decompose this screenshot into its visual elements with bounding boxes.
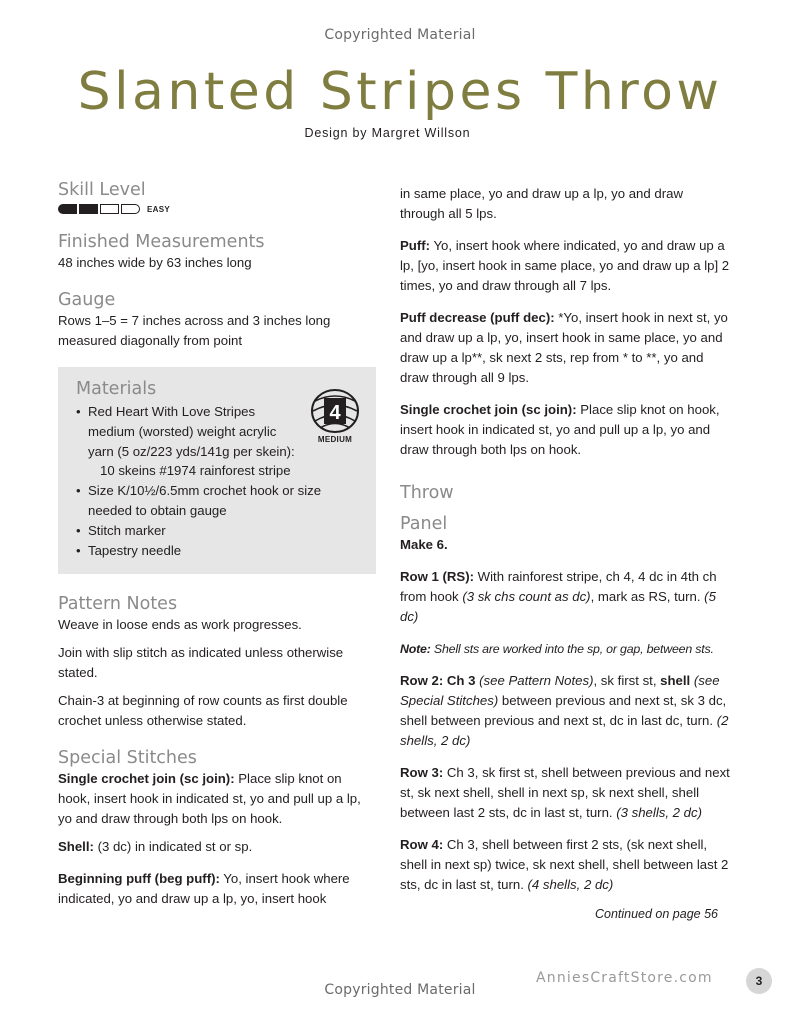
copyright-notice-bottom: Copyrighted Material [324, 982, 476, 998]
footer-website: AnniesCraftStore.com [536, 970, 713, 986]
right-column [400, 184, 730, 921]
skill-segment [58, 204, 77, 214]
pattern-note: Join with slip stitch as indicated unless otherwise stated. [58, 645, 344, 681]
puff-definition: Puff: Yo, insert hook where indicated, yo and draw up a lp, [yo, insert hook in same place, yo and draw up a lp] 2 times, yo and draw through all 7 lps. [400, 238, 730, 293]
make-count: Make 6. [400, 537, 448, 552]
gauge-text: Rows 1–5 = 7 inches across and 3 inches long measured diagonally from point [58, 313, 331, 348]
throw-heading: Throw [400, 483, 454, 503]
list-item: • Stitch marker [76, 521, 360, 541]
skill-level-icon [58, 203, 376, 215]
copyright-notice-top: Copyrighted Material [324, 27, 476, 43]
skill-level-label: EASY [147, 204, 170, 214]
beg-puff-continued: in same place, yo and draw up a lp, yo and draw through all 5 lps. [400, 186, 683, 221]
left-column [58, 180, 376, 909]
shell-note: Note: Shell sts are worked into the sp, or gap, between sts. [400, 642, 714, 656]
list-item [76, 402, 360, 481]
sc-join-definition: Single crochet join (sc join): Place slip knot on hook, insert hook in indicated st, yo and pull up a lp, yo and draw through both lps on hook. [58, 771, 361, 827]
pattern-note: Chain-3 at beginning of row counts as first double crochet unless otherwise stated. [58, 693, 348, 729]
material-line: medium (worsted) weight acrylic [88, 423, 277, 439]
finished-measurements-text: 48 inches wide by 63 inches long [58, 255, 252, 270]
materials-box [58, 367, 376, 574]
material-line: yarn (5 oz/223 yds/141g per skein): [88, 443, 295, 459]
finished-measurements-heading: Finished Measurements [58, 232, 265, 252]
row-4-instructions: Row 4: Ch 3, shell between first 2 sts, (sk next shell, shell in next sp) twice, sk next shell, shell between last 2 sts, dc in last st, turn. (4 shells, 2 dc) [400, 837, 729, 892]
beg-puff-definition: Beginning puff (beg puff): Yo, insert hook where indicated, yo and draw up a lp, yo, insert hook [58, 871, 350, 907]
continued-note: Continued on page 56 [594, 907, 718, 921]
puff-dec-definition: Puff decrease (puff dec): *Yo, insert hook in next st, yo and draw up a lp, yo, insert hook in same place, yo and draw up a lp**, sk next 2 sts, rep from * to **, yo and draw through all 9 lps. [400, 310, 728, 385]
shell-definition: Shell: (3 dc) in indicated st or sp. [58, 839, 253, 855]
row-1-instructions: Row 1 (RS): With rainforest stripe, ch 4, 4 dc in 4th ch from hook (3 sk chs count as dc), mark as RS, turn. (5 dc) [400, 569, 717, 624]
skill-segment [100, 204, 119, 214]
skill-segment [79, 204, 98, 214]
page-title: Slanted Stripes Throw [77, 62, 723, 122]
pattern-notes-heading: Pattern Notes [58, 594, 178, 615]
row-3-instructions: Row 3: Ch 3, sk first st, shell between previous and next st, sk next shell, shell in next sp, sk next shell, shell between last 2 sts, dc in last st, turn. (3 shells, 2 dc) [400, 765, 730, 820]
material-line: • Red Heart With Love Stripes [88, 404, 256, 419]
skill-level-heading: Skill Level [58, 180, 146, 200]
yarn-weight-number: 4 [329, 402, 341, 424]
pattern-note: Weave in loose ends as work progresses. [58, 617, 302, 633]
list-item: • Tapestry needle [76, 541, 360, 561]
special-stitches-heading: Special Stitches [58, 748, 197, 769]
page-number: 3 [746, 968, 772, 994]
list-item: • Size K/10½/6.5mm crochet hook or size needed to obtain gauge [76, 481, 360, 521]
sc-join-definition-right: Single crochet join (sc join): Place slip knot on hook, insert hook in indicated st, yo and pull up a lp, yo and draw through both lps on hook. [400, 402, 720, 457]
materials-heading: Materials [76, 379, 157, 399]
designer-byline: Design by Margret Willson [304, 126, 471, 140]
gauge-heading: Gauge [58, 290, 116, 310]
yarn-weight-label: MEDIUM [317, 435, 353, 444]
skill-segment [121, 204, 140, 214]
panel-heading: Panel [400, 514, 448, 534]
material-line: 10 skeins #1974 rainforest stripe [100, 463, 291, 479]
materials-list [76, 402, 360, 560]
row-2-instructions: Row 2: Ch 3 (see Pattern Notes), sk first st, shell (see Special Stitches) between previous and next st, sk 3 dc, shell between previous and next st, dc in last dc, turn. (2 shells, 2 dc) [400, 673, 729, 748]
